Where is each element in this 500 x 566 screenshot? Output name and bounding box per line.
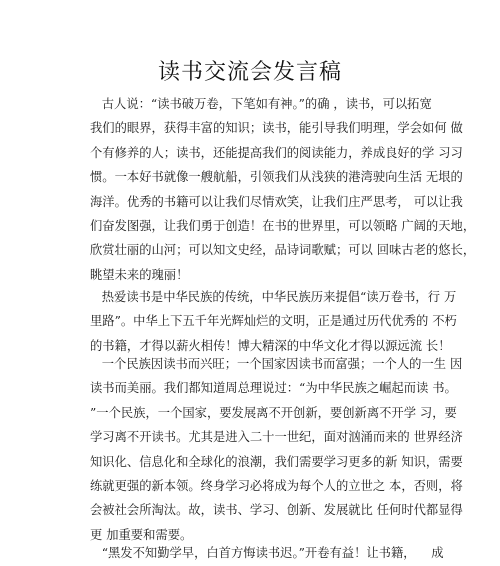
text-line: ”一个民族，一个国家，要发展离不开创新，要创新离不开学 习，要 [90, 405, 457, 420]
text-line: 的书籍，才得以薪火相传！博大精深的中华文化才得以源远流 长！ [90, 338, 451, 353]
text-line: 惯。一本好书就像一艘航船，引领我们从浅狭的港湾驶向生活 无垠的 [90, 170, 463, 185]
text-line: 热爱读书是中华民族的传统，中华民族历来提倡“读万卷书，行 万 [90, 290, 457, 304]
paragraph-2 [90, 285, 457, 358]
paragraph-4 [90, 541, 444, 565]
text-line: 知识化、信息化和全球化的浪潮，我们需要学习更多的新 知识，需要 [90, 454, 463, 469]
text-line: 古人说：“读书破万卷，下笔如有神。”的确 ，读书，可以拓宽 [90, 97, 432, 111]
text-line: 海洋。优秀的书籍可以让我们尽情欢笑，让我们庄严思考， 可以让我 [90, 194, 463, 209]
text-line: 学习离不开读书。尤其是进入二十一世纪，面对汹涌而来的 世界经济 [90, 430, 463, 445]
document-title: 读书交流会发言稿 [157, 60, 342, 85]
text-line: 会被社会所淘汰。故，读书、学习、创新、发展就比 任何时代都显得 [90, 503, 463, 518]
text-line: 读书而美丽。我们都知道周总理说过：“为中华民族之崛起而读 书。 [90, 381, 457, 396]
text-line: 一个民族因读书而兴旺；一个国家因读书而富强；一个人的一生 因 [90, 357, 463, 371]
text-line: 更 加重要和需要。 [90, 527, 193, 542]
paragraph-3 [90, 352, 463, 547]
text-line: 练就更强的新本领。终身学习必将成为每个人的立世之 本，否则，将 [90, 478, 463, 493]
text-line: 眺望未来的瑰丽！ [90, 267, 189, 282]
text-line: 欣赏壮丽的山河；可以知文史经，品诗词歌赋；可以 回味古老的悠长， [90, 243, 476, 258]
paragraph-1 [90, 92, 476, 287]
text-line: 我们的眼界，获得丰富的知识；读书，能引导我们明理，学会如何 做 [90, 121, 463, 136]
text-line: “黑发不知勤学早，白首方悔读书迟。”开卷有益！让书籍， 成 [90, 546, 444, 560]
text-line: 个有修养的人；读书，还能提高我们的阅读能力，养成良好的学 习习 [90, 145, 463, 160]
text-line: 们奋发图强，让我们勇于创造！在书的世界里，可以领略 广阔的天地， [90, 218, 476, 233]
text-line: 里路”。中华上下五千年光辉灿烂的文明，正是通过历代优秀的 不朽 [90, 314, 457, 329]
